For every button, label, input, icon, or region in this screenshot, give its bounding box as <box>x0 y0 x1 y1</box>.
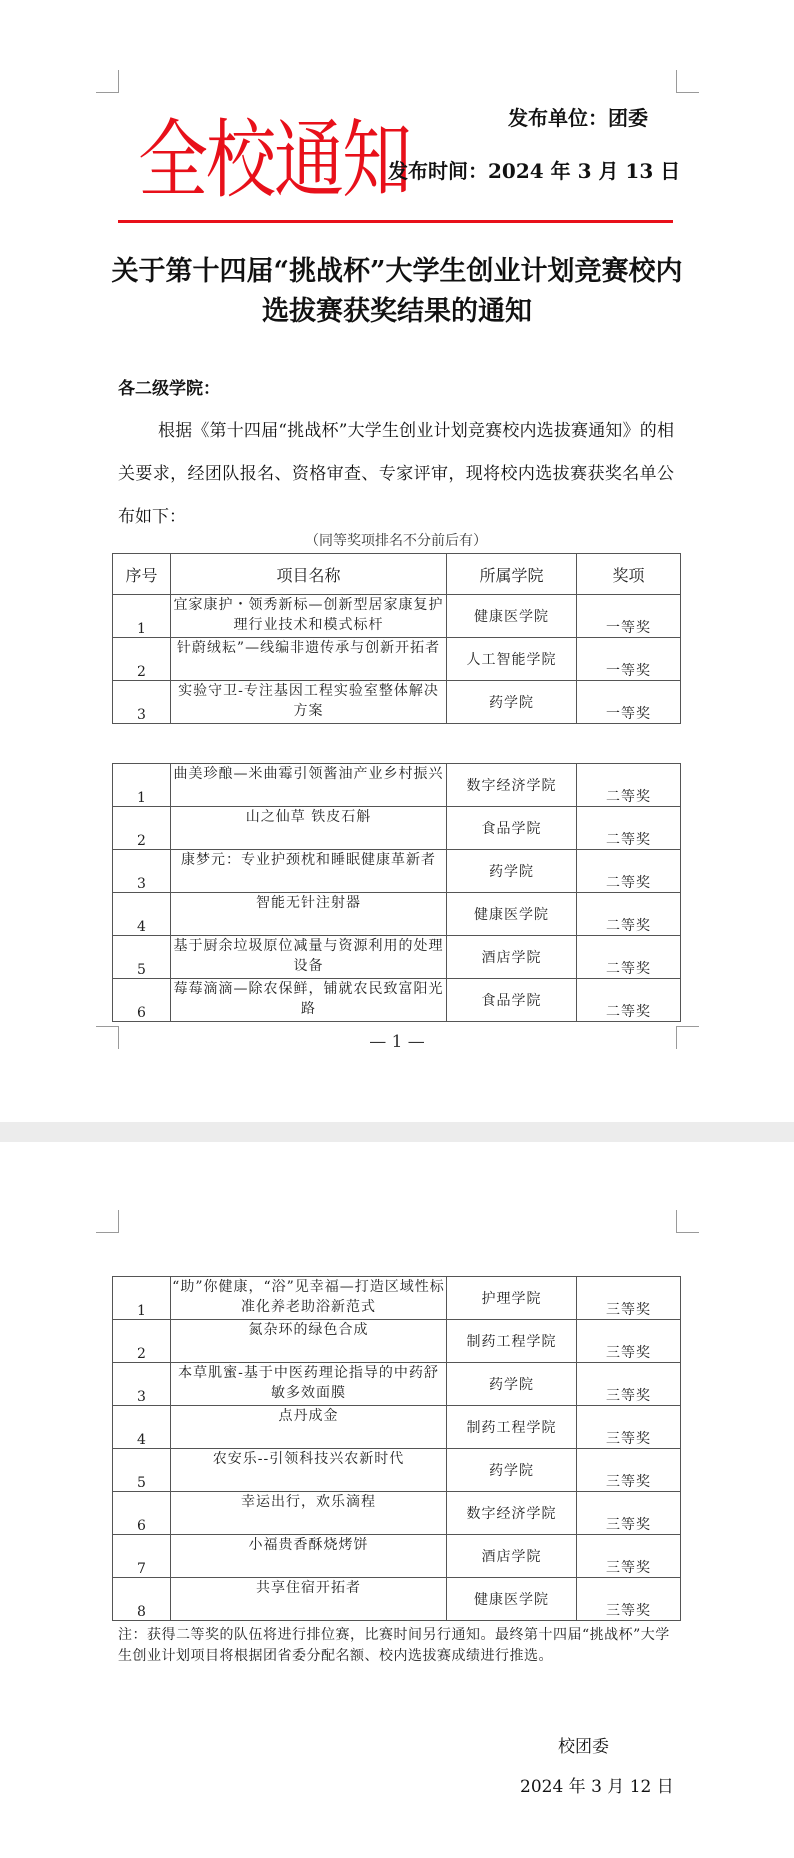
award-level: 三等奖 <box>577 1535 681 1578</box>
table-row <box>113 893 681 936</box>
table-row <box>113 764 681 807</box>
award-level: 三等奖 <box>577 1492 681 1535</box>
first-prize-table <box>112 553 681 724</box>
project-name: 实验守卫-专注基因工程实验室整体解决方案 <box>171 681 447 724</box>
row-number: 5 <box>113 1449 171 1492</box>
row-number: 2 <box>113 638 171 681</box>
college-name: 健康医学院 <box>447 595 577 638</box>
signature-org: 校团委 <box>558 1737 609 1757</box>
project-name: 农安乐--引领科技兴农新时代 <box>171 1449 447 1492</box>
award-level: 一等奖 <box>577 595 681 638</box>
table-row <box>113 1492 681 1535</box>
table-header-row <box>113 554 681 595</box>
notice-logo: 全校通知 <box>138 110 410 211</box>
row-number: 4 <box>113 1406 171 1449</box>
award-level: 二等奖 <box>577 893 681 936</box>
row-number: 7 <box>113 1535 171 1578</box>
college-name: 药学院 <box>447 1449 577 1492</box>
project-name: “助”你健康，“浴”见幸福—打造区域性标准化养老助浴新范式 <box>171 1277 447 1320</box>
table-row <box>113 638 681 681</box>
project-name: 康梦元：专业护颈枕和睡眠健康革新者 <box>171 850 447 893</box>
award-level: 三等奖 <box>577 1406 681 1449</box>
row-number: 3 <box>113 681 171 724</box>
award-level: 三等奖 <box>577 1363 681 1406</box>
header-award: 奖项 <box>577 554 681 595</box>
crop-mark <box>96 1210 119 1233</box>
college-name: 数字经济学院 <box>447 1492 577 1535</box>
award-level: 二等奖 <box>577 850 681 893</box>
row-number: 8 <box>113 1578 171 1621</box>
college-name: 人工智能学院 <box>447 638 577 681</box>
college-name: 健康医学院 <box>447 1578 577 1621</box>
publish-time: 发布时间：2024 年 3 月 13 日 <box>388 159 681 183</box>
award-level: 一等奖 <box>577 638 681 681</box>
college-name: 酒店学院 <box>447 936 577 979</box>
header-college: 所属学院 <box>447 554 577 595</box>
table-row <box>113 595 681 638</box>
college-name: 制药工程学院 <box>447 1320 577 1363</box>
table-note: （同等奖项排名不分前后有） <box>305 533 487 549</box>
row-number: 2 <box>113 807 171 850</box>
award-level: 一等奖 <box>577 681 681 724</box>
table-row <box>113 1363 681 1406</box>
college-name: 酒店学院 <box>447 1535 577 1578</box>
salutation: 各二级学院： <box>118 379 220 399</box>
college-name: 药学院 <box>447 850 577 893</box>
crop-mark <box>96 70 119 93</box>
award-level: 三等奖 <box>577 1277 681 1320</box>
header-project: 项目名称 <box>171 554 447 595</box>
college-name: 护理学院 <box>447 1277 577 1320</box>
table-row <box>113 979 681 1022</box>
table-row <box>113 681 681 724</box>
award-level: 二等奖 <box>577 979 681 1022</box>
table-row <box>113 1535 681 1578</box>
row-number: 5 <box>113 936 171 979</box>
table-row <box>113 1320 681 1363</box>
award-level: 二等奖 <box>577 936 681 979</box>
row-number: 1 <box>113 1277 171 1320</box>
table-row <box>113 1406 681 1449</box>
row-number: 6 <box>113 979 171 1022</box>
row-number: 3 <box>113 1363 171 1406</box>
table-row <box>113 936 681 979</box>
project-name: 幸运出行，欢乐滴程 <box>171 1492 447 1535</box>
table-row <box>113 850 681 893</box>
college-name: 药学院 <box>447 1363 577 1406</box>
award-level: 二等奖 <box>577 807 681 850</box>
project-name: 曲美珍酿—米曲霉引领酱油产业乡村振兴 <box>171 764 447 807</box>
row-number: 4 <box>113 893 171 936</box>
body-paragraph: 根据《第十四届“挑战杯”大学生创业计划竞赛校内选拔赛通知》的相关要求，经团队报名、资格审查、专家评审，现将校内选拔赛获奖名单公布如下： <box>118 421 674 527</box>
crop-mark <box>676 70 699 93</box>
row-number: 2 <box>113 1320 171 1363</box>
project-name: 点丹成金 <box>171 1406 447 1449</box>
row-number: 1 <box>113 764 171 807</box>
college-name: 健康医学院 <box>447 893 577 936</box>
college-name: 食品学院 <box>447 807 577 850</box>
award-level: 三等奖 <box>577 1320 681 1363</box>
project-name: 基于厨余垃圾原位减量与资源利用的处理设备 <box>171 936 447 979</box>
signature-date: 2024 年 3 月 12 日 <box>520 1777 674 1797</box>
award-level: 三等奖 <box>577 1449 681 1492</box>
college-name: 数字经济学院 <box>447 764 577 807</box>
row-number: 3 <box>113 850 171 893</box>
footnote: 注：获得二等奖的队伍将进行排位赛，比赛时间另行通知。最终第十四届“挑战杯”大学生创业计划项目将根据团省委分配名额、校内选拔赛成绩进行推选。 <box>118 1627 670 1664</box>
award-level: 三等奖 <box>577 1578 681 1621</box>
college-name: 食品学院 <box>447 979 577 1022</box>
project-name: 宜家康护・领秀新标—创新型居家康复护理行业技术和模式标杆 <box>171 595 447 638</box>
crop-mark <box>676 1210 699 1233</box>
second-prize-table <box>112 763 681 1022</box>
table-row <box>113 1449 681 1492</box>
project-name: 本草肌蜜-基于中医药理论指导的中药舒敏多效面膜 <box>171 1363 447 1406</box>
table-row <box>113 1578 681 1621</box>
project-name: 共享住宿开拓者 <box>171 1578 447 1621</box>
project-name: 智能无针注射器 <box>171 893 447 936</box>
table-row <box>113 1277 681 1320</box>
third-prize-table <box>112 1276 681 1621</box>
college-name: 制药工程学院 <box>447 1406 577 1449</box>
college-name: 药学院 <box>447 681 577 724</box>
page-title: 关于第十四届“挑战杯”大学生创业计划竞赛校内选拔赛获奖结果的通知 <box>111 256 683 327</box>
project-name: 小福贵香酥烧烤饼 <box>171 1535 447 1578</box>
project-name: 山之仙草 铁皮石斛 <box>171 807 447 850</box>
project-name: 莓莓滴滴—除农保鲜，铺就农民致富阳光路 <box>171 979 447 1022</box>
project-name: 氮杂环的绿色合成 <box>171 1320 447 1363</box>
row-number: 6 <box>113 1492 171 1535</box>
header-no: 序号 <box>113 554 171 595</box>
row-number: 1 <box>113 595 171 638</box>
project-name: 针蔚绒耘”—线编非遗传承与创新开拓者 <box>171 638 447 681</box>
award-level: 二等奖 <box>577 764 681 807</box>
page-number: — 1 — <box>369 1032 425 1052</box>
table-row <box>113 807 681 850</box>
red-divider <box>118 220 673 223</box>
publisher: 发布单位：团委 <box>508 106 648 130</box>
